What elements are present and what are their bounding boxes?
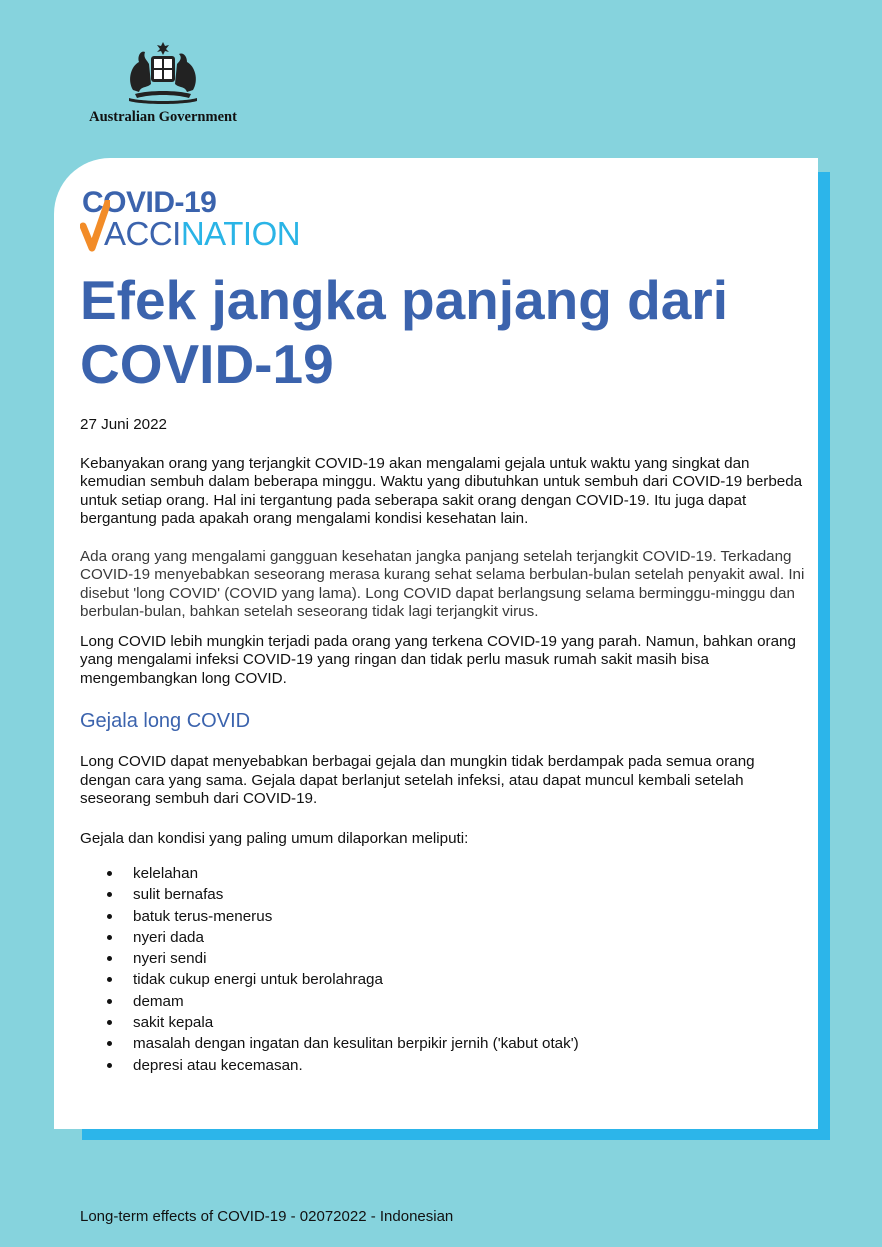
footer-text: Long-term effects of COVID-19 - 02072022 - Indonesian xyxy=(80,1208,454,1225)
list-item: batuk terus-menerus xyxy=(80,906,806,927)
list-item: nyeri dada xyxy=(80,927,806,948)
coat-of-arms-icon xyxy=(113,40,213,106)
logo-line-2 xyxy=(104,216,300,252)
symptom-list xyxy=(80,863,806,1076)
paragraph-2: Ada orang yang mengalami gangguan kesehatan jangka panjang setelah terjangkit COVID-19. Terkadang COVID-19 menyebabkan seseorang merasa kurang sehat selama berbulan-bulan setelah penyakit awal. Ini disebut 'long COVID' (COVID yang lama). Long COVID dapat berlangsung selama berminggu-minggu dan berbulan-bulan, bahkan setelah seseorang tidak lagi terjangkit virus. xyxy=(80,547,805,620)
list-item: kelelahan xyxy=(80,863,806,884)
list-item: depresi atau kecemasan. xyxy=(80,1055,806,1076)
government-header xyxy=(82,40,244,126)
logo-line-1: COVID-19 xyxy=(82,186,217,219)
list-intro: Gejala dan kondisi yang paling umum dilaporkan meliputi: xyxy=(80,829,469,847)
document-body xyxy=(80,416,806,1076)
section-intro: Long COVID dapat menyebabkan berbagai gejala dan mungkin tidak berdampak pada semua orang dengan cara yang sama. Gejala dapat berlanjut setelah infeksi, atau dapat muncul kembali setelah seseorang sembuh dari COVID-19. xyxy=(80,753,755,807)
list-item: sakit kepala xyxy=(80,1012,806,1033)
logo-line-2-dark: ACCI xyxy=(104,215,181,252)
list-item: nyeri sendi xyxy=(80,948,806,969)
list-item: sulit bernafas xyxy=(80,884,806,905)
covid-vaccination-logo xyxy=(80,186,320,250)
publication-date: 27 Juni 2022 xyxy=(80,416,167,433)
government-name: Australian Government xyxy=(89,109,237,125)
logo-line-2-light: NATION xyxy=(180,215,301,252)
list-item: tidak cukup energi untuk berolahraga xyxy=(80,969,806,990)
paragraph-1: Kebanyakan orang yang terjangkit COVID-19 akan mengalami gejala untuk waktu yang singkat dan kemudian sembuh dalam beberapa minggu. Waktu yang dibutuhkan untuk sembuh dari COVID-19 berbeda untuk setiap orang. Hal ini tergantung pada seberapa sakit orang dengan COVID-19. Itu juga dapat bergantung pada apakah orang mengalami kondisi kesehatan lain. xyxy=(80,454,803,527)
page-title: Efek jangka panjang dari COVID-19 xyxy=(80,269,728,395)
section-heading: Gejala long COVID xyxy=(80,710,251,732)
list-item: demam xyxy=(80,991,806,1012)
paragraph-3: Long COVID lebih mungkin terjadi pada orang yang terkena COVID-19 yang parah. Namun, bahkan orang yang mengalami infeksi COVID-19 yang ringan dan tidak perlu masuk rumah sakit masih bisa mengembangkan long COVID. xyxy=(80,632,796,687)
list-item: masalah dengan ingatan dan kesulitan berpikir jernih ('kabut otak') xyxy=(80,1033,806,1054)
